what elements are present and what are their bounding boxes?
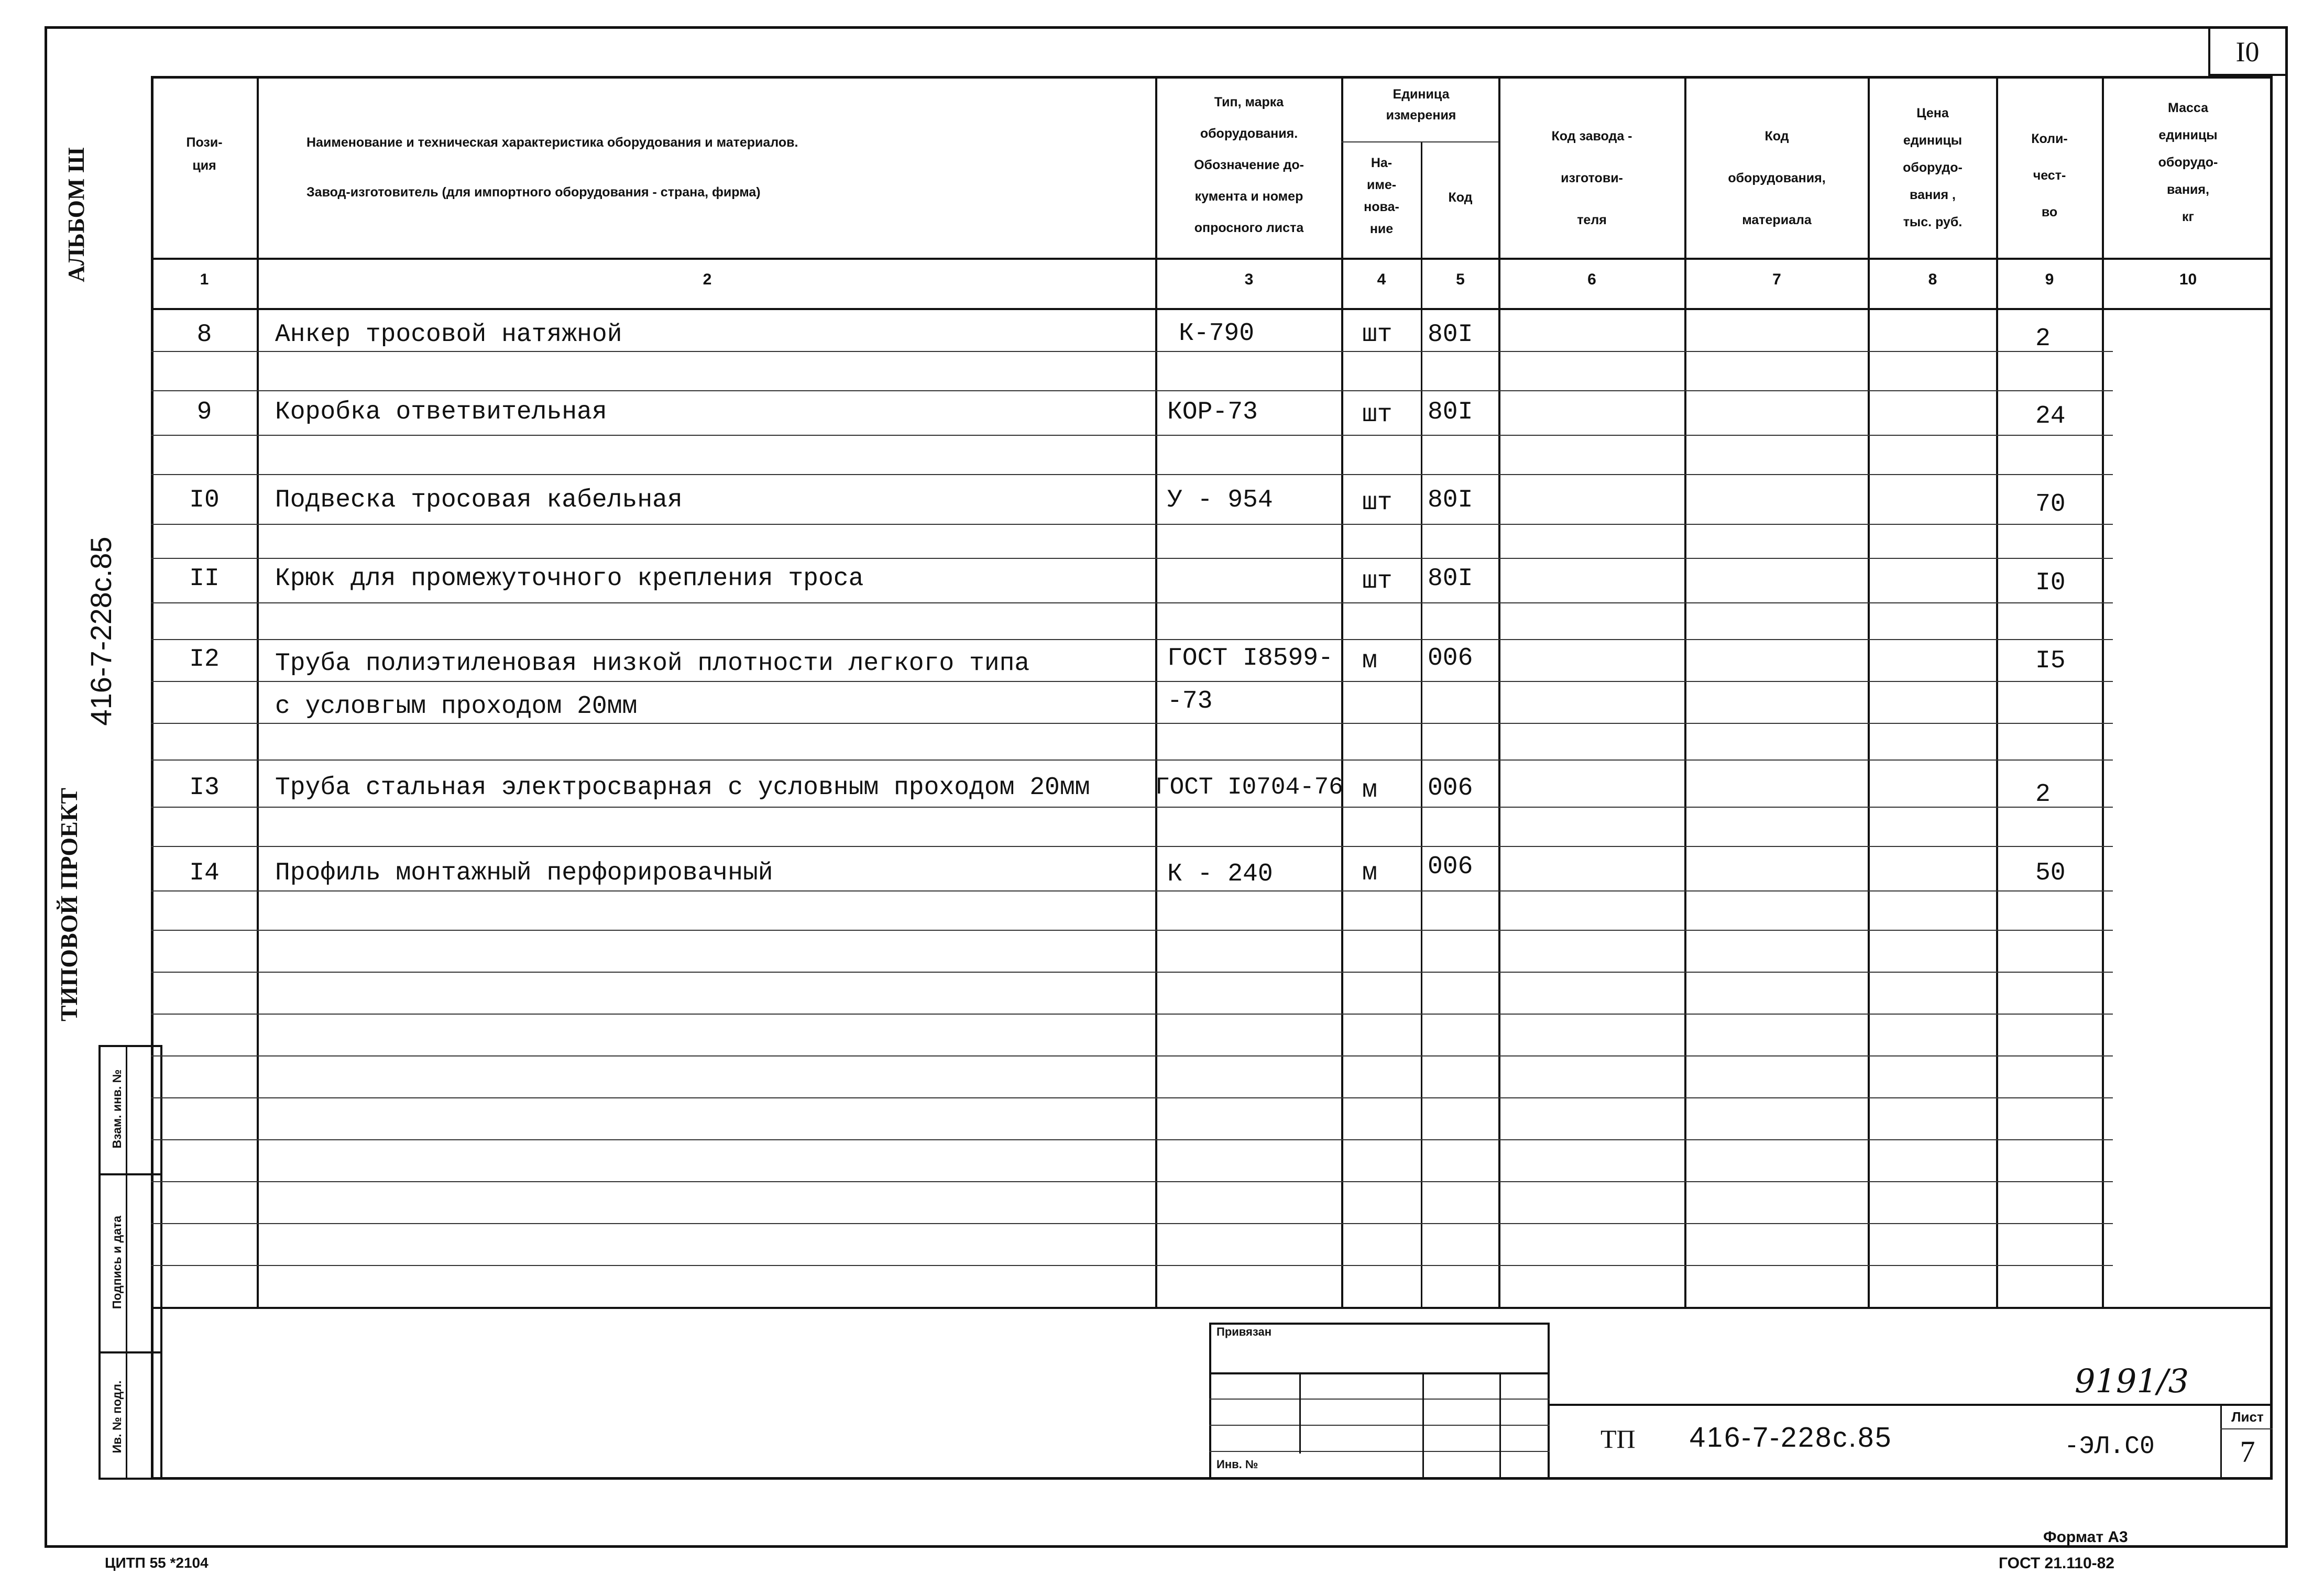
column-number: 4 — [1377, 271, 1386, 288]
sheet-number: I0 — [2235, 36, 2260, 68]
bound-label: Привязан — [1216, 1325, 1272, 1338]
header-price: Цена единицы оборудо- вания , тыс. руб. — [1903, 106, 1963, 229]
header-mass: Масса единицы оборудо- вания, кг — [2158, 101, 2218, 224]
row-type: ГОСТ I8599- — [1167, 644, 1333, 673]
tp-label: ТП — [1601, 1424, 1636, 1454]
footer-format: Формат А3 — [2043, 1528, 2128, 1546]
column-number: 6 — [1587, 271, 1596, 288]
handwritten-number: 9191/3 — [2075, 1362, 2189, 1400]
row-name: Крюк для промежуточного крепления троса — [275, 565, 864, 593]
row-qty: I5 — [2035, 647, 2066, 675]
row-code: 80I — [1428, 486, 1473, 514]
row-qty: 2 — [2035, 325, 2051, 353]
header-quantity: Коли- чест- во — [2031, 131, 2068, 219]
row-name: Подвеска тросовая кабельная — [275, 486, 683, 514]
footer-left: ЦИТП 55 *2104 — [105, 1555, 209, 1571]
row-code: 80I — [1428, 565, 1473, 593]
row-unit: шт — [1362, 321, 1393, 349]
row-code: 006 — [1428, 644, 1473, 673]
document-suffix: -ЭЛ.С0 — [2064, 1433, 2155, 1461]
header-position: Пози- ция — [186, 135, 223, 173]
row-unit: м — [1362, 776, 1377, 805]
row-code: 006 — [1428, 774, 1473, 802]
row-unit: шт — [1362, 401, 1393, 429]
column-number: 7 — [1772, 271, 1781, 288]
row-name: Коробка ответвительная — [275, 398, 607, 426]
row-unit: м — [1362, 647, 1377, 675]
row-code: 80I — [1428, 398, 1473, 426]
row-position: I0 — [189, 486, 220, 514]
row-qty: 70 — [2035, 490, 2066, 519]
row-name: Труба стальная электросварная с условным проходом 20мм — [275, 774, 1090, 802]
row-type: К-790 — [1179, 320, 1255, 348]
sheet-value: 7 — [2240, 1435, 2255, 1469]
column-number: 9 — [2045, 271, 2054, 288]
header-manufacturer-code: Код завода - изготови- теля — [1551, 129, 1632, 227]
column-number: 8 — [1928, 271, 1937, 288]
row-qty: 24 — [2035, 402, 2066, 431]
row-code: 006 — [1428, 853, 1473, 881]
row-position: 8 — [196, 321, 212, 349]
header-unit-name: На- име- нова- ние — [1364, 156, 1399, 236]
column-number: 5 — [1456, 271, 1465, 288]
row-position: 9 — [196, 398, 212, 426]
document-code: 416-7-228с.85 — [1690, 1422, 1893, 1453]
row-qty: I0 — [2035, 569, 2066, 597]
row-type: У - 954 — [1167, 486, 1273, 514]
header-equipment-code: Код оборудования, материала — [1728, 129, 1826, 227]
row-code: 80I — [1428, 321, 1473, 349]
column-number: 10 — [2179, 271, 2197, 288]
stamp-signature-date: Подпись и дата — [110, 1215, 124, 1309]
row-unit: м — [1362, 859, 1377, 887]
row-position: I2 — [189, 645, 220, 674]
project-type-label: ТИПОВОЙ ПРОЕКТ — [56, 788, 82, 1021]
row-name: Профиль монтажный перфорировачный — [275, 859, 773, 887]
header-unit-code: Код — [1448, 190, 1473, 205]
row-type: К - 240 — [1167, 860, 1273, 888]
sheet-label: Лист — [2231, 1409, 2264, 1425]
row-type: ГОСТ I0704-76 — [1155, 774, 1343, 801]
row-type: КОР-73 — [1167, 398, 1258, 426]
left-stamp — [98, 1045, 162, 1480]
row-name-continued: с условгым проходом 20мм — [275, 692, 638, 721]
row-type-continued: -73 — [1167, 687, 1213, 716]
stamp-replaced-inv: Взам. инв. № — [110, 1069, 124, 1149]
row-unit: шт — [1362, 567, 1393, 596]
column-number: 1 — [200, 271, 209, 288]
bound-block — [1209, 1323, 1550, 1480]
header-name: Наименование и техническая характеристика оборудования и материалов. Завод-изготовитель (для импортного оборудования - страна, фирма) — [306, 135, 798, 200]
footer-gost: ГОСТ 21.110-82 — [1999, 1555, 2114, 1572]
row-name: Анкер тросовой натяжной — [275, 321, 622, 349]
row-position: I3 — [189, 774, 220, 802]
header-unit-group: Единица измерения — [1386, 87, 1456, 123]
column-number: 2 — [703, 271, 712, 288]
inventory-label: Инв. № — [1216, 1458, 1258, 1471]
row-name: Труба полиэтиленовая низкой плотности легкого типа — [275, 650, 1030, 678]
row-position: II — [189, 565, 220, 593]
stamp-original-inv: Ив. № подл. — [110, 1380, 124, 1454]
header-type: Тип, марка оборудования. Обозначение до- кумента и номер опросного листа — [1194, 95, 1304, 235]
row-qty: 50 — [2035, 859, 2066, 887]
project-code-label: 416-7-228с.85 — [84, 536, 117, 726]
row-position: I4 — [189, 859, 220, 887]
album-label: АЛЬБОМ Ш — [63, 147, 89, 282]
row-unit: шт — [1362, 489, 1393, 517]
row-qty: 2 — [2035, 780, 2051, 809]
column-number: 3 — [1244, 271, 1254, 288]
